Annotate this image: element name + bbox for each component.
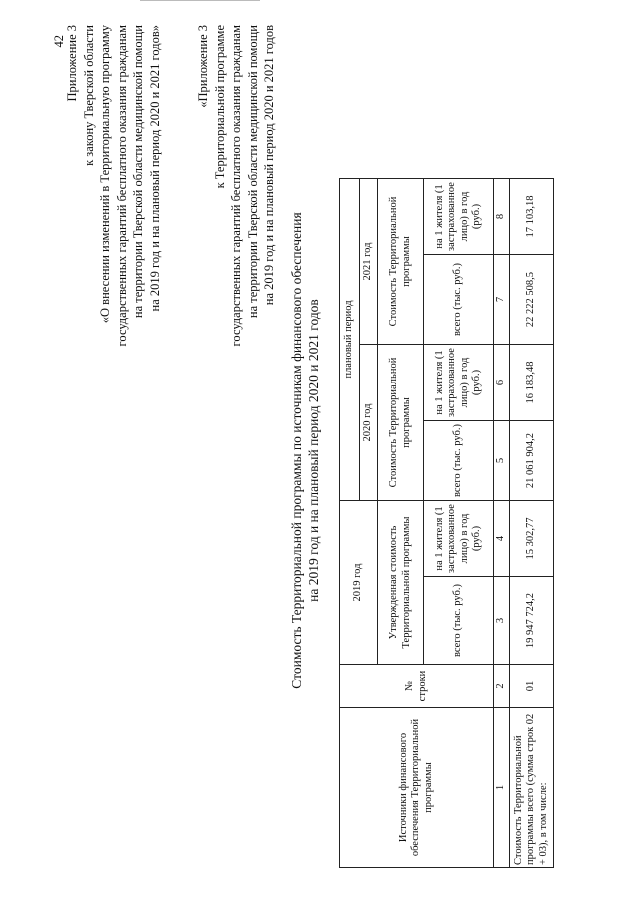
appendix-header [195, 25, 278, 385]
column-number: 8 [494, 179, 510, 255]
cell-2019-per-resident: 15 302,77 [510, 501, 554, 577]
column-number: 6 [494, 345, 510, 421]
header-per-resident: на 1 жителя (1 застрахованное лицо) в год (руб.) [424, 501, 494, 577]
header-total: всего (тыс. руб.) [424, 255, 494, 345]
cell-2021-per-resident: 17 103,18 [510, 179, 554, 255]
cell-2019-total: 19 947 724,2 [510, 577, 554, 665]
header-approved-cost: Утвержденная стоимость Территориальной программы [378, 501, 424, 665]
header-row-number: № строки [340, 665, 494, 708]
header-line: к закону Тверской области [81, 25, 96, 166]
header-line: к Территориальной программе [212, 25, 227, 189]
header-line: на 2019 год и на плановый период 2020 и 2021 годов» [147, 25, 162, 312]
header-cost-2021: Стоимость Территориальной программы [378, 179, 424, 345]
header-year-2019: 2019 год [340, 501, 378, 665]
header-line: государственных гарантий бесплатного оказания гражданам [114, 25, 129, 347]
header-cost-2020: Стоимость Территориальной программы [378, 345, 424, 501]
cell-2021-total: 22 222 508,5 [510, 255, 554, 345]
document-title [288, 183, 322, 718]
header-sources: Источники финансового обеспечения Территориальной программы [340, 708, 494, 868]
column-number: 4 [494, 501, 510, 577]
header-line: Приложение 3 [65, 25, 79, 102]
header-line: на 2019 год и на плановый период 2020 и 2021 годов [262, 25, 276, 306]
header-year-2021: 2021 год [360, 179, 378, 345]
header-line: «Приложение 3 [196, 25, 210, 108]
cost-table [339, 178, 554, 868]
header-total: всего (тыс. руб.) [424, 421, 494, 501]
row-number: 01 [510, 665, 554, 708]
header-planned-period: плановый период [340, 179, 360, 501]
header-per-resident: на 1 жителя (1 застрахованное лицо) в год (руб.) [424, 179, 494, 255]
column-number: 3 [494, 577, 510, 665]
header-per-resident: на 1 жителя (1 застрахованное лицо) в год (руб.) [424, 345, 494, 421]
amendment-header [64, 25, 163, 385]
header-total: всего (тыс. руб.) [424, 577, 494, 665]
column-number: 5 [494, 421, 510, 501]
column-number: 1 [494, 708, 510, 868]
column-number: 7 [494, 255, 510, 345]
header-line: «О внесении изменений в Территориальную программу [98, 25, 112, 324]
column-number: 2 [494, 665, 510, 708]
header-line: государственных гарантий бесплатного оказания гражданам [229, 25, 243, 347]
header-line: на территории Тверской области медицинской помощи [131, 25, 145, 319]
title-line: на 2019 год и на плановый период 2020 и 2021 годов [306, 299, 321, 602]
title-line: Стоимость Территориальной программы по источникам финансового обеспечения [289, 212, 304, 689]
page-number: 42 [52, 35, 66, 48]
cell-2020-per-resident: 16 183,48 [510, 345, 554, 421]
table-row [510, 179, 554, 868]
header-line: на территории Тверской области медицинской помощи [245, 25, 260, 319]
cell-2020-total: 21 061 904,2 [510, 421, 554, 501]
row-label: Стоимость Территориальной программы всего (сумма строк 02 + 03), в том числе: [510, 708, 554, 868]
header-year-2020: 2020 год [360, 345, 378, 501]
